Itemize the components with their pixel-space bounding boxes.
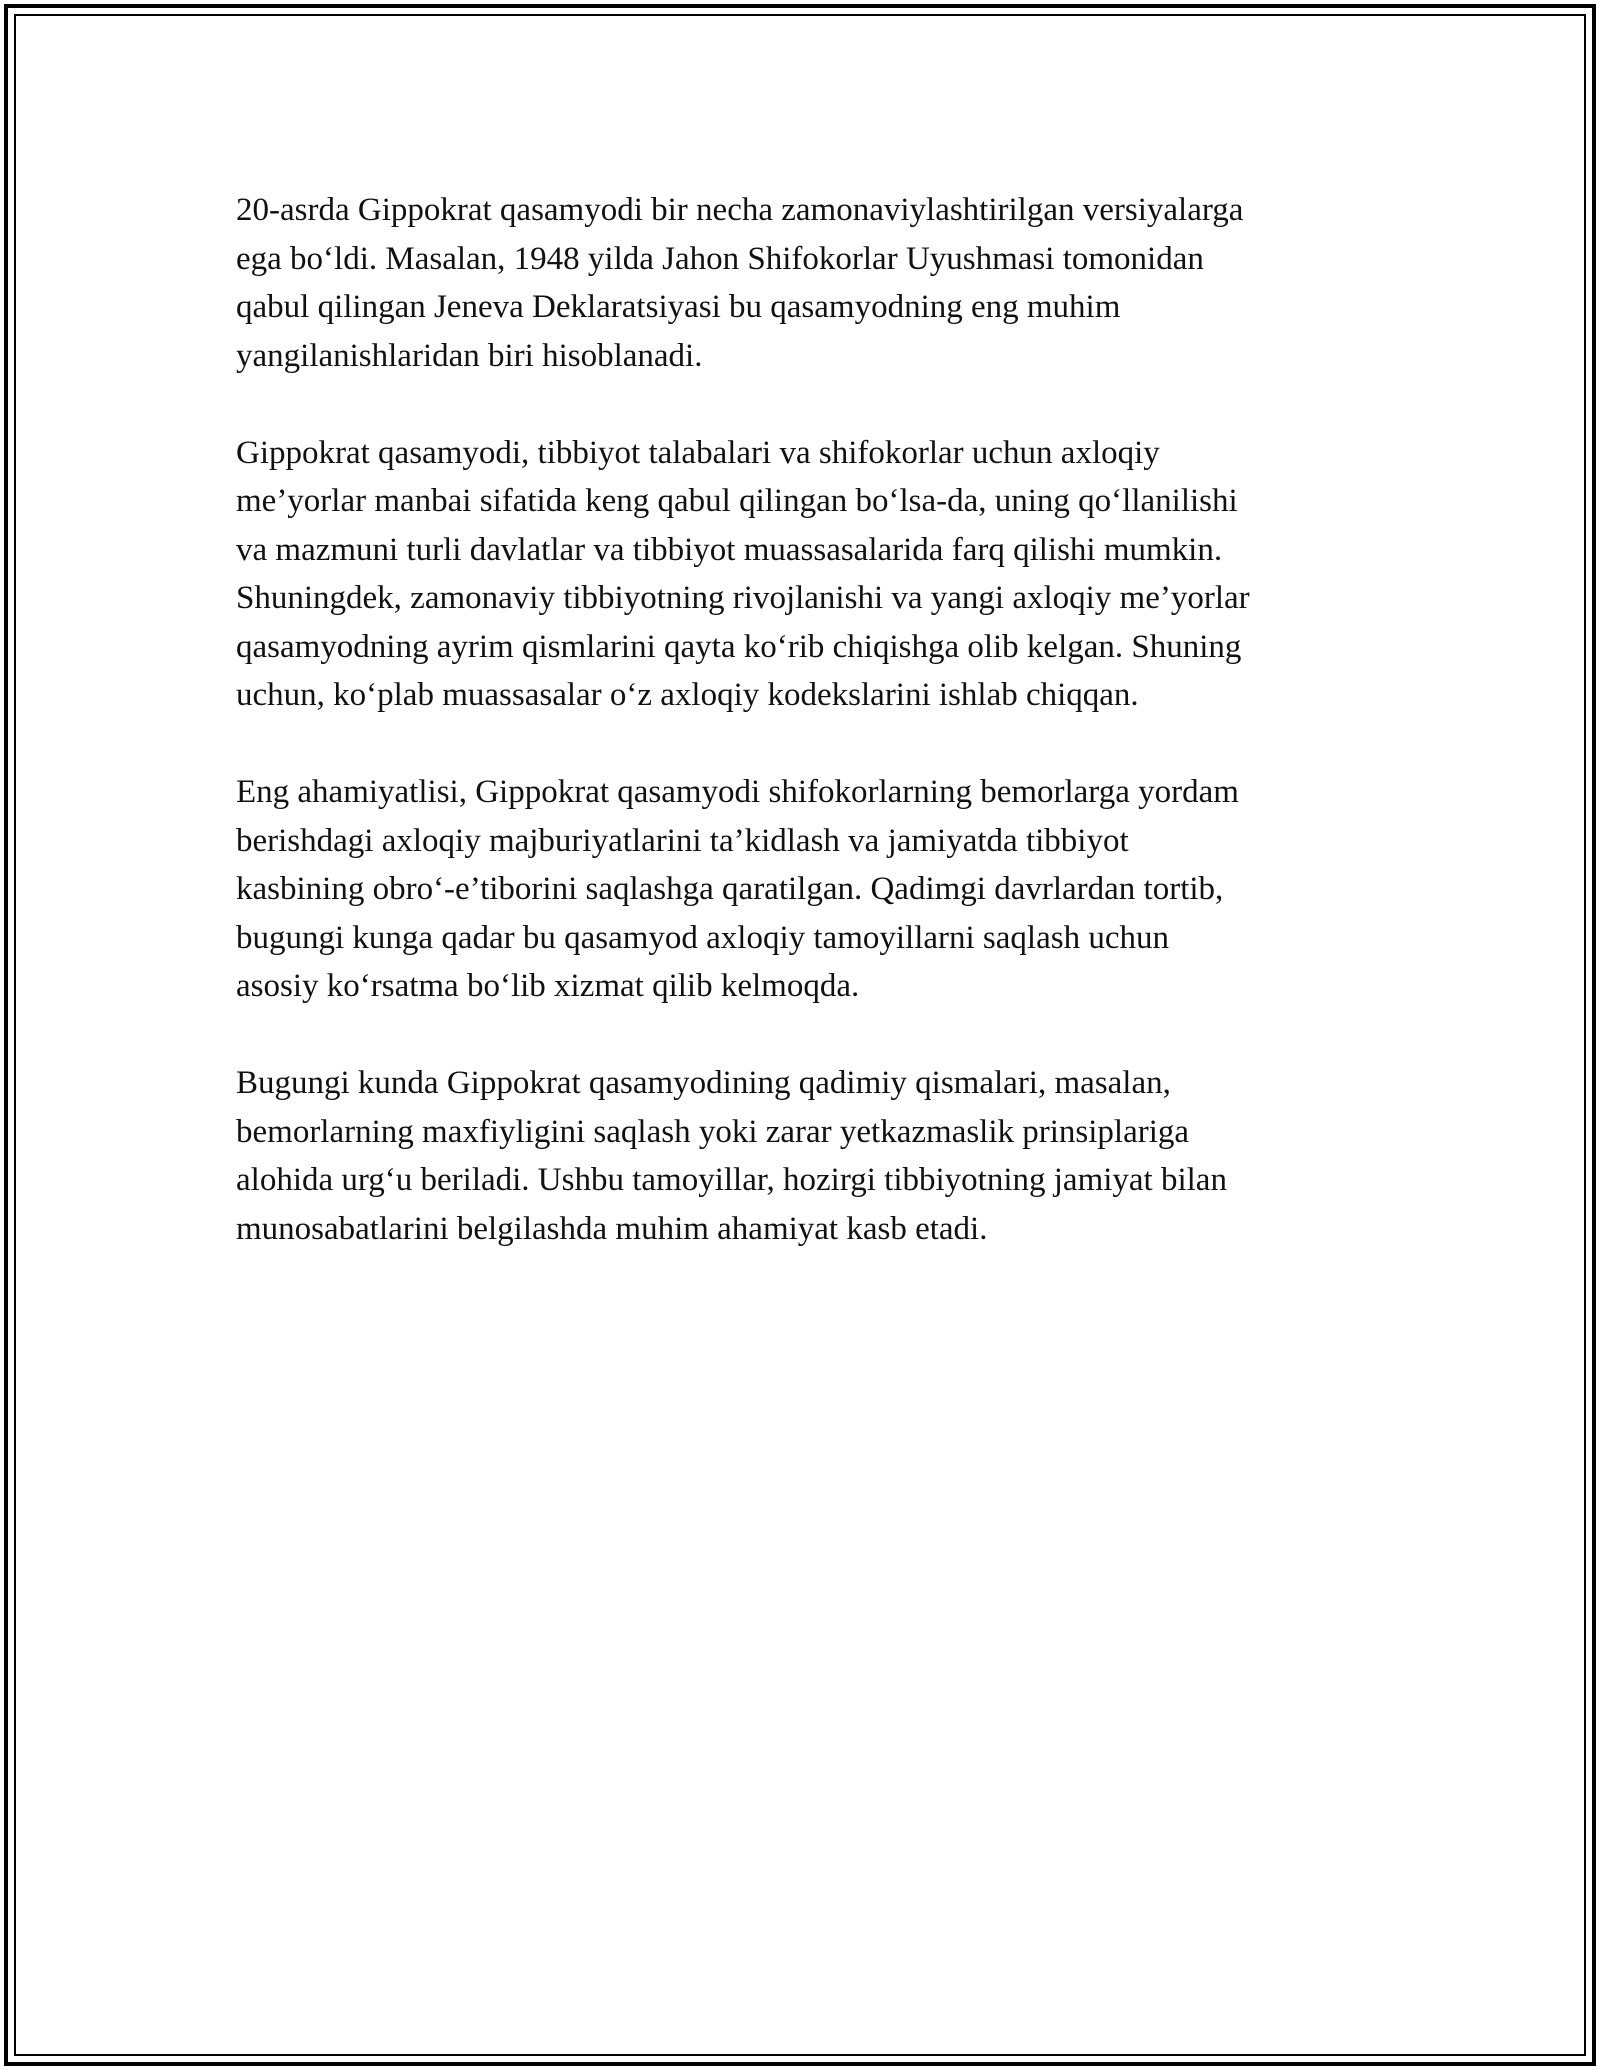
paragraph-1: 20-asrda Gippokrat qasamyodi bir necha zamonaviylashtirilgan versiyalarga ega bo‘ldi. Masalan, 1948 yilda Jahon Shifokorlar Uyushmasi tomonidan qabul qilingan Jeneva Deklaratsiyasi bu qasamyodning eng muhim yangilanishlaridan biri hisoblanadi. <box>236 192 1244 374</box>
paragraph-4: Bugungi kunda Gippokrat qasamyodining qadimiy qismalari, masalan, bemorlarning maxfiyligini saqlash yoki zarar yetkazmaslik prinsiplariga alohida urg‘u beriladi. Ushbu tamoyillar, hozirgi tibbiyotning jamiyat bilan munosabatlarini belgilashda muhim ahamiyat kasb etadi. <box>236 1065 1227 1247</box>
paragraph-3: Eng ahamiyatlisi, Gippokrat qasamyodi shifokorlarning bemorlarga yordam berishdagi axloqiy majburiyatlarini ta’kidlash va jamiyatda tibbiyot kasbining obro‘-e’tiborini saqlashga qaratilgan. Qadimgi davrlardan tortib, bugungi kunga qadar bu qasamyod axloqiy tamoyillarni saqlash uchun asosiy ko‘rsatma bo‘lib xizmat qilib kelmoqda. <box>236 774 1239 1004</box>
paragraph-2: Gippokrat qasamyodi, tibbiyot talabalari va shifokorlar uchun axloqiy me’yorlar manbai sifatida keng qabul qilingan bo‘lsa-da, uning qo‘llanilishi va mazmuni turli davlatlar va tibbiyot muassasalarida farq qilishi mumkin. Shuningdek, zamonaviy tibbiyotning rivojlanishi va yangi axloqiy me’yorlar qasamyodning ayrim qismlarini qayta ko‘rib chiqishga olib kelgan. Shuning uchun, ko‘plab muassasalar o‘z axloqiy kodekslarini ishlab chiqqan. <box>236 434 1250 713</box>
document-body <box>236 186 1386 1302</box>
